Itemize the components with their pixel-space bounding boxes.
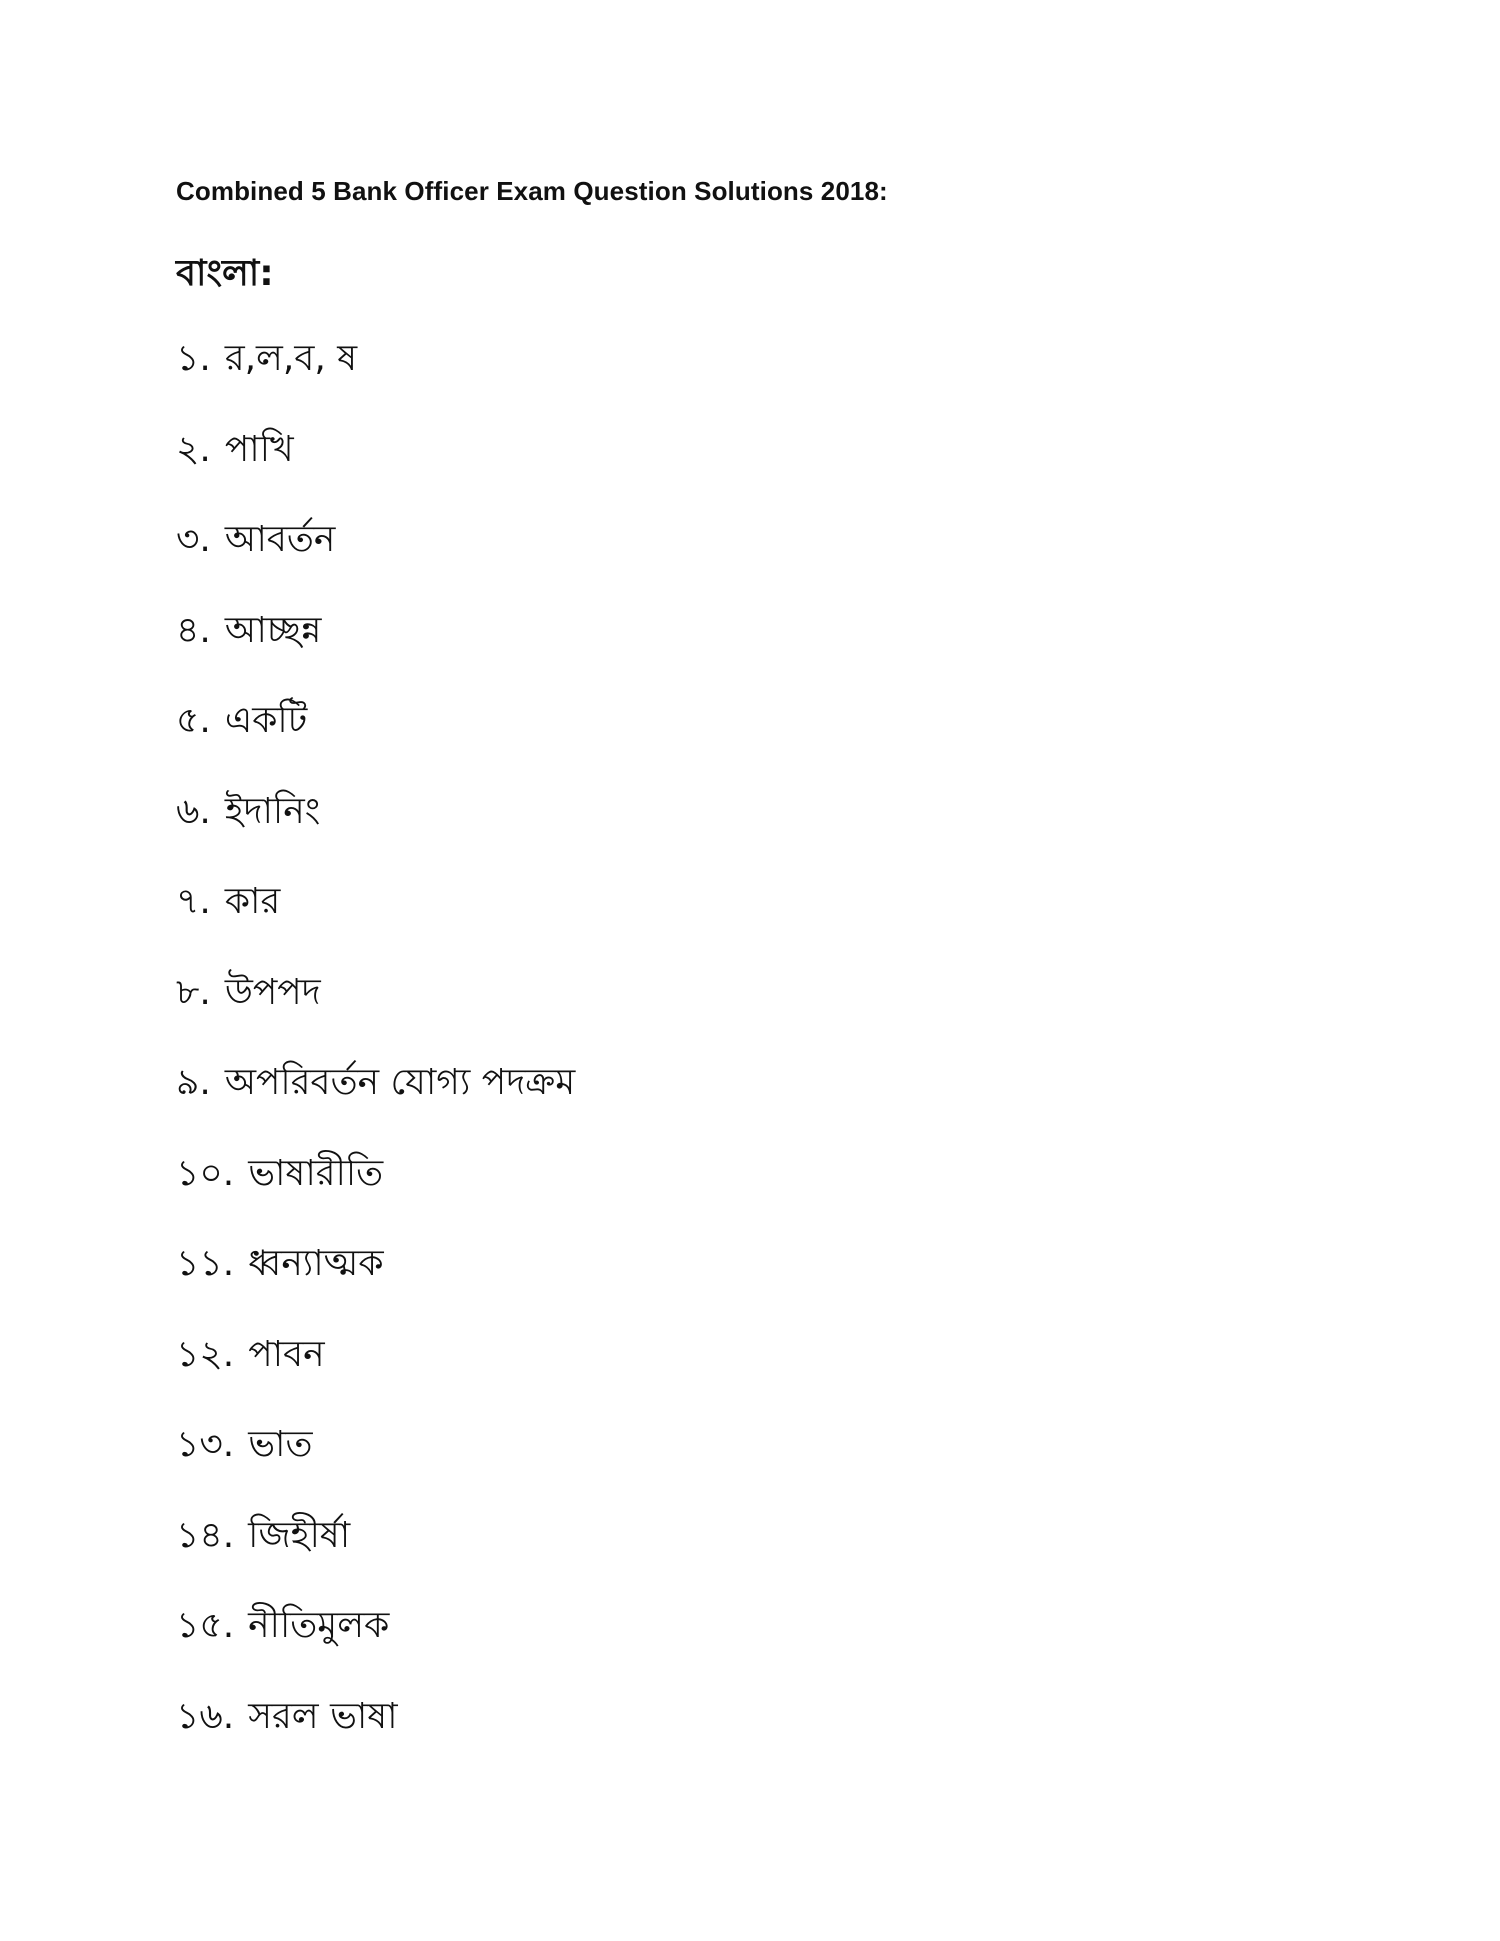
- answer-item: [176, 1239, 575, 1330]
- answer-text: সরল ভাষা: [248, 1695, 398, 1737]
- answer-text: উপপদ: [224, 971, 321, 1013]
- document-title: Combined 5 Bank Officer Exam Question Solutions 2018:: [176, 176, 888, 206]
- answer-number: ২.: [176, 428, 211, 470]
- answer-list: [176, 334, 575, 1782]
- answer-item: [176, 696, 575, 787]
- answer-number: ১৩.: [176, 1424, 235, 1465]
- answer-text: ভাত: [248, 1424, 313, 1465]
- answer-number: ১২.: [176, 1333, 235, 1375]
- answer-item: [176, 968, 575, 1059]
- answer-text: জিহীর্ষা: [248, 1514, 351, 1556]
- answer-text: অপরিবর্তন যোগ্য পদক্রম: [224, 1062, 576, 1103]
- answer-text: ধ্বন্যাত্মক: [248, 1243, 384, 1284]
- answer-number: ৬.: [176, 790, 211, 832]
- answer-number: ৮.: [176, 971, 211, 1013]
- answer-text: কার: [224, 881, 281, 922]
- answer-text: পাবন: [248, 1333, 325, 1375]
- answer-item: [176, 1511, 575, 1602]
- answer-item: [176, 515, 575, 606]
- answer-item: [176, 425, 575, 516]
- answer-number: ১১.: [176, 1243, 235, 1284]
- answer-number: ৪.: [176, 609, 211, 651]
- answer-number: ৯.: [176, 1062, 211, 1103]
- answer-number: ৩.: [176, 519, 211, 560]
- answer-text: আবর্তন: [224, 519, 336, 560]
- answer-text: আচ্ছন্ন: [224, 609, 322, 651]
- answer-text: ইদানিং: [224, 790, 321, 832]
- answer-item: [176, 606, 575, 697]
- answer-item: [176, 787, 575, 878]
- answer-number: ১৫.: [176, 1605, 235, 1646]
- answer-text: পাখি: [224, 428, 294, 470]
- answer-item: [176, 1601, 575, 1692]
- answer-item: [176, 334, 575, 425]
- section-heading-bangla: বাংলা:: [176, 253, 274, 294]
- answer-number: ১.: [176, 338, 211, 379]
- answer-number: ১০.: [176, 1152, 235, 1194]
- answer-item: [176, 1058, 575, 1149]
- answer-item: [176, 877, 575, 968]
- answer-text: নীতিমুলক: [248, 1605, 390, 1646]
- answer-number: ১৬.: [176, 1695, 235, 1737]
- answer-text: একটি: [224, 700, 308, 741]
- answer-number: ১৪.: [176, 1514, 235, 1556]
- answer-number: ৫.: [176, 700, 211, 741]
- answer-item: [176, 1420, 575, 1511]
- answer-text: ভাষারীতি: [248, 1152, 384, 1194]
- answer-item: [176, 1330, 575, 1421]
- answer-item: [176, 1149, 575, 1240]
- answer-text: র,ল,ব, ষ: [224, 338, 358, 379]
- answer-item: [176, 1692, 575, 1783]
- answer-number: ৭.: [176, 881, 211, 922]
